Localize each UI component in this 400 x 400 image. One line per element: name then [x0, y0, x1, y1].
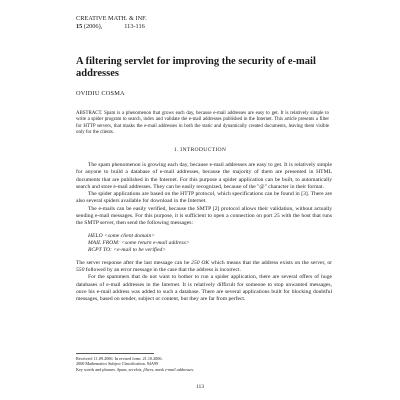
journal-name: CREATIVE MATH. & INF.: [76, 15, 147, 22]
smtp-message-mail-from: MAIL FROM: <some return e-mail address>: [88, 240, 190, 247]
paper-title: A filtering servlet for improving the security of e-mail addresses: [76, 56, 316, 79]
body-paragraph-1: The spam phenomenon is growing each day, because e-mail addresses are easy to get. It is relatively simple for anyone to build a database of e-mail addresses, because the majority of them are presented in HTML documents that are published in the Internet. For this purpose a spider application can be built, to automatically search and store e-mail addresses. They can be easily recognized, because of the "@" character in their format.: [76, 162, 332, 190]
journal-year: (2006),: [83, 23, 103, 30]
code-550: 550: [76, 267, 85, 274]
paper-abstract: ABSTRACT. Spam is a phenomenon that grows each day, because e-mail addresses are easy to get. It is relatively simple to write a spider program to search, index and validate the e-mail addresses published in the Internet. This article presents a filter for HTTP servers, that masks the e-mail addresses in both the static and dynamically created documents, leaving them visible only for the clients.: [76, 111, 329, 136]
smtp-message-helo: HELO <some client domain>: [88, 232, 156, 239]
body-paragraph-3: The e-mails can be easily verified, because the SMTP [2] protocol allows their validation, without actually sending e-mail messages. For this purpose, it is sufficient to open a connection on port 25 with the host that runs the SMTP server, then send the following messages:: [76, 205, 332, 227]
body-paragraph-4: The server response after the last message can be 250 OK which means that the address exists on the server, or 550 followed by an error message in the case that the address is incorrect.: [76, 259, 332, 274]
body-paragraph-5: For the spammers that do not want to bother to run a spider application, there are several offers of huge databases of e-mail addresses in the Internet. It is relatively difficult for someone to stop unwanted messages, once his e-mail address was added to such a database. There are several applications built for blocking doubtful messages, based on sender, subject or content, but they are far from perfect.: [76, 274, 332, 303]
page-number: 113: [195, 384, 205, 390]
footnotes: [76, 356, 336, 372]
footnote-received: Received: 11.09.2006. In revised form: 21.10.2006.: [76, 356, 163, 361]
journal-volume-line: [76, 23, 147, 31]
footnote-msc: 2000 Mathematics Subject Classification. 94A99: [76, 361, 159, 367]
footnote-keywords: Key words and phrases. Spam, servlets, filters, mask e-mail addresses.: [76, 366, 195, 372]
code-250-ok: 250 OK: [191, 259, 210, 266]
journal-header: [76, 15, 147, 31]
smtp-messages: [88, 233, 332, 255]
paper-body: [76, 162, 332, 304]
footnote-rule: [76, 353, 154, 354]
section-heading: 1. INTRODUCTION: [173, 147, 227, 153]
journal-volume: 15: [76, 23, 83, 30]
paper-author: OVIDIU COSMA: [76, 90, 125, 97]
body-paragraph-2: The spider applications are based on the HTTP protocol, which specifications can be found in [3]. There are also several spiders available for download in the Internet.: [76, 191, 332, 205]
smtp-message-rcpt-to: RCPT TO: <e-mail to be verified>: [88, 247, 167, 254]
journal-pages: 113-116: [124, 23, 145, 30]
